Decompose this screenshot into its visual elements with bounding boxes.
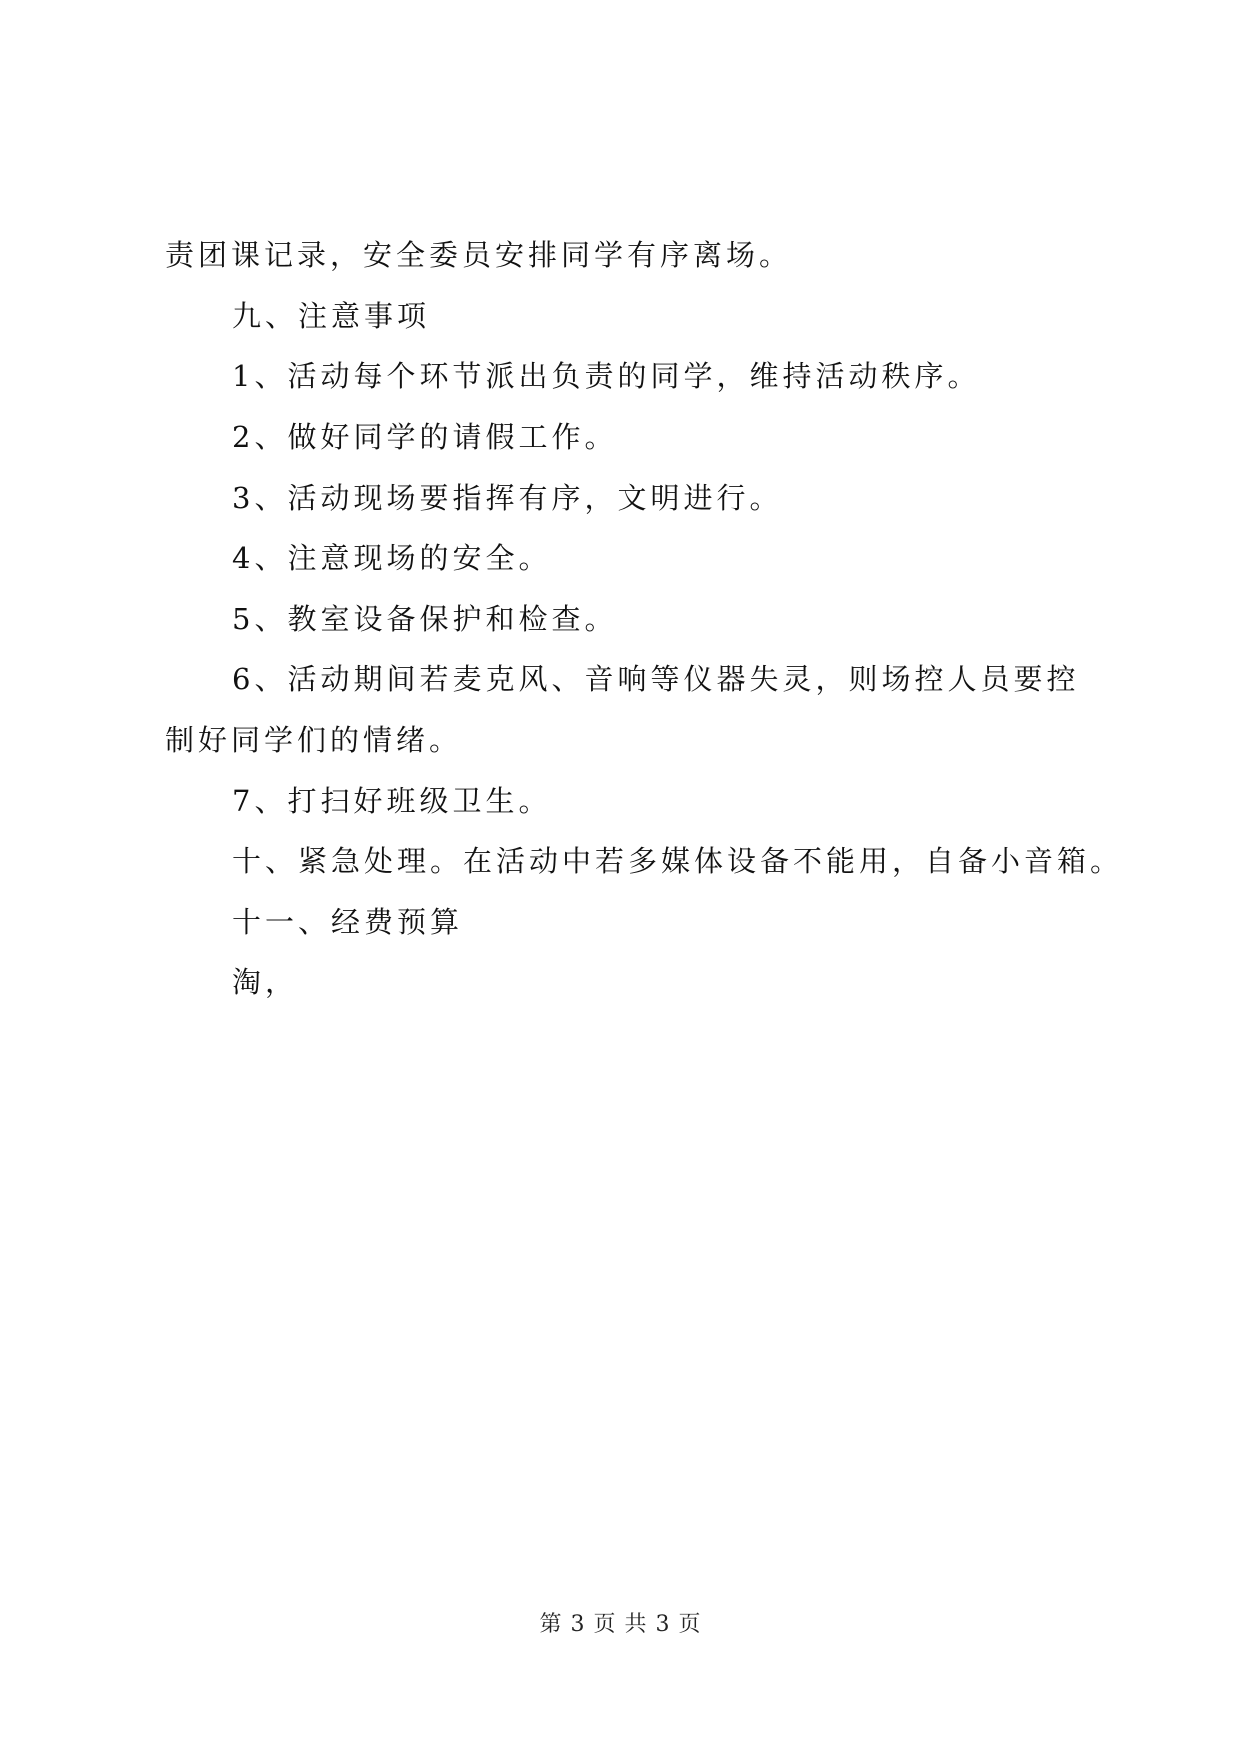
paragraph-line: 责团课记录，安全委员安排同学有序离场。 <box>165 238 793 272</box>
list-item: 4、注意现场的安全。 <box>232 541 552 575</box>
list-item: 7、打扫好班级卫生。 <box>232 784 552 818</box>
list-item: 5、教室设备保护和检查。 <box>232 602 618 636</box>
list-item-continuation: 制好同学们的情绪。 <box>165 723 463 757</box>
list-item: 2、做好同学的请假工作。 <box>232 420 618 454</box>
section-heading-precautions: 九、注意事项 <box>232 299 431 333</box>
paragraph-line: 淘， <box>232 965 299 999</box>
section-heading-budget: 十一、经费预算 <box>232 905 464 939</box>
page-number-footer: 第 3 页 共 3 页 <box>539 1612 702 1637</box>
section-heading-emergency: 十、紧急处理。在活动中若多媒体设备不能用，自备小音箱。 <box>232 844 1124 878</box>
list-item: 6、活动期间若麦克风、音响等仪器失灵，则场控人员要控 <box>232 662 1080 696</box>
list-item: 1、活动每个环节派出负责的同学，维持活动秩序。 <box>232 359 981 393</box>
list-item: 3、活动现场要指挥有序，文明进行。 <box>232 481 783 515</box>
